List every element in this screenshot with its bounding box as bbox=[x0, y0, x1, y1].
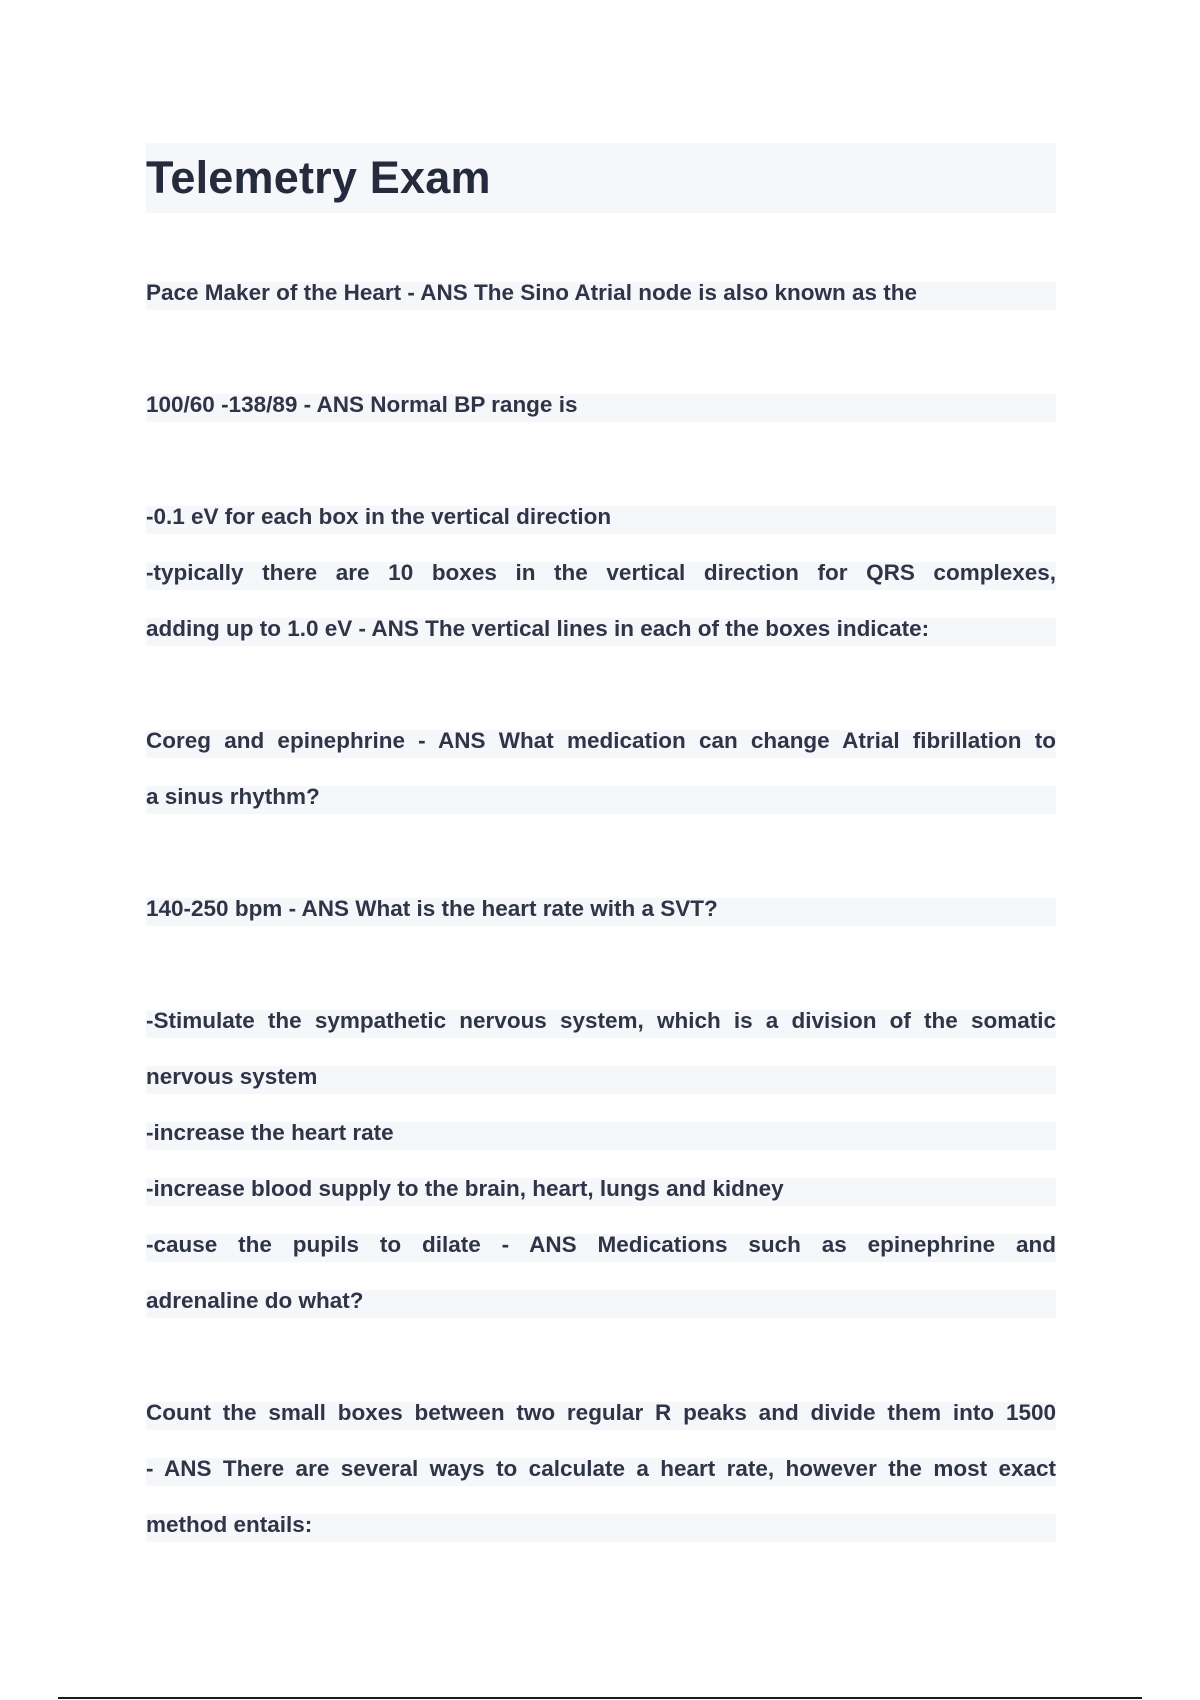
entry-line: method entails: bbox=[146, 1497, 1056, 1553]
entry-line: -cause the pupils to dilate - ANS Medications such as epinephrine and bbox=[146, 1217, 1056, 1273]
flashcard-entry-3 bbox=[146, 489, 1056, 657]
entry-line: Pace Maker of the Heart - ANS The Sino Atrial node is also known as the bbox=[146, 265, 1056, 321]
entry-line: -0.1 eV for each box in the vertical direction bbox=[146, 489, 1056, 545]
flashcard-entry-5 bbox=[146, 881, 1056, 937]
entry-line: 100/60 -138/89 - ANS Normal BP range is bbox=[146, 377, 1056, 433]
entry-line: nervous system bbox=[146, 1049, 1056, 1105]
flashcard-entry-1 bbox=[146, 265, 1056, 321]
entry-line: - ANS There are several ways to calculate a heart rate, however the most exact bbox=[146, 1441, 1056, 1497]
entry-line: Coreg and epinephrine - ANS What medication can change Atrial fibrillation to bbox=[146, 713, 1056, 769]
entry-line: adding up to 1.0 eV - ANS The vertical lines in each of the boxes indicate: bbox=[146, 601, 1056, 657]
entry-line: -Stimulate the sympathetic nervous system, which is a division of the somatic bbox=[146, 993, 1056, 1049]
entry-line: -typically there are 10 boxes in the vertical direction for QRS complexes, bbox=[146, 545, 1056, 601]
entry-line: Count the small boxes between two regular R peaks and divide them into 1500 bbox=[146, 1385, 1056, 1441]
flashcard-entry-7 bbox=[146, 1385, 1056, 1553]
entry-line: adrenaline do what? bbox=[146, 1273, 1056, 1329]
title-band bbox=[146, 143, 1056, 213]
flashcard-entry-4 bbox=[146, 713, 1056, 825]
flashcard-list bbox=[146, 265, 1056, 1553]
entry-line: a sinus rhythm? bbox=[146, 769, 1056, 825]
page-title: Telemetry Exam bbox=[146, 152, 491, 203]
entry-line: -increase blood supply to the brain, heart, lungs and kidney bbox=[146, 1161, 1056, 1217]
entry-line: -increase the heart rate bbox=[146, 1105, 1056, 1161]
flashcard-entry-2 bbox=[146, 377, 1056, 433]
document-page bbox=[146, 143, 1056, 1609]
entry-line: 140-250 bpm - ANS What is the heart rate with a SVT? bbox=[146, 881, 1056, 937]
flashcard-entry-6 bbox=[146, 993, 1056, 1329]
page-bottom-rule bbox=[58, 1697, 1142, 1699]
